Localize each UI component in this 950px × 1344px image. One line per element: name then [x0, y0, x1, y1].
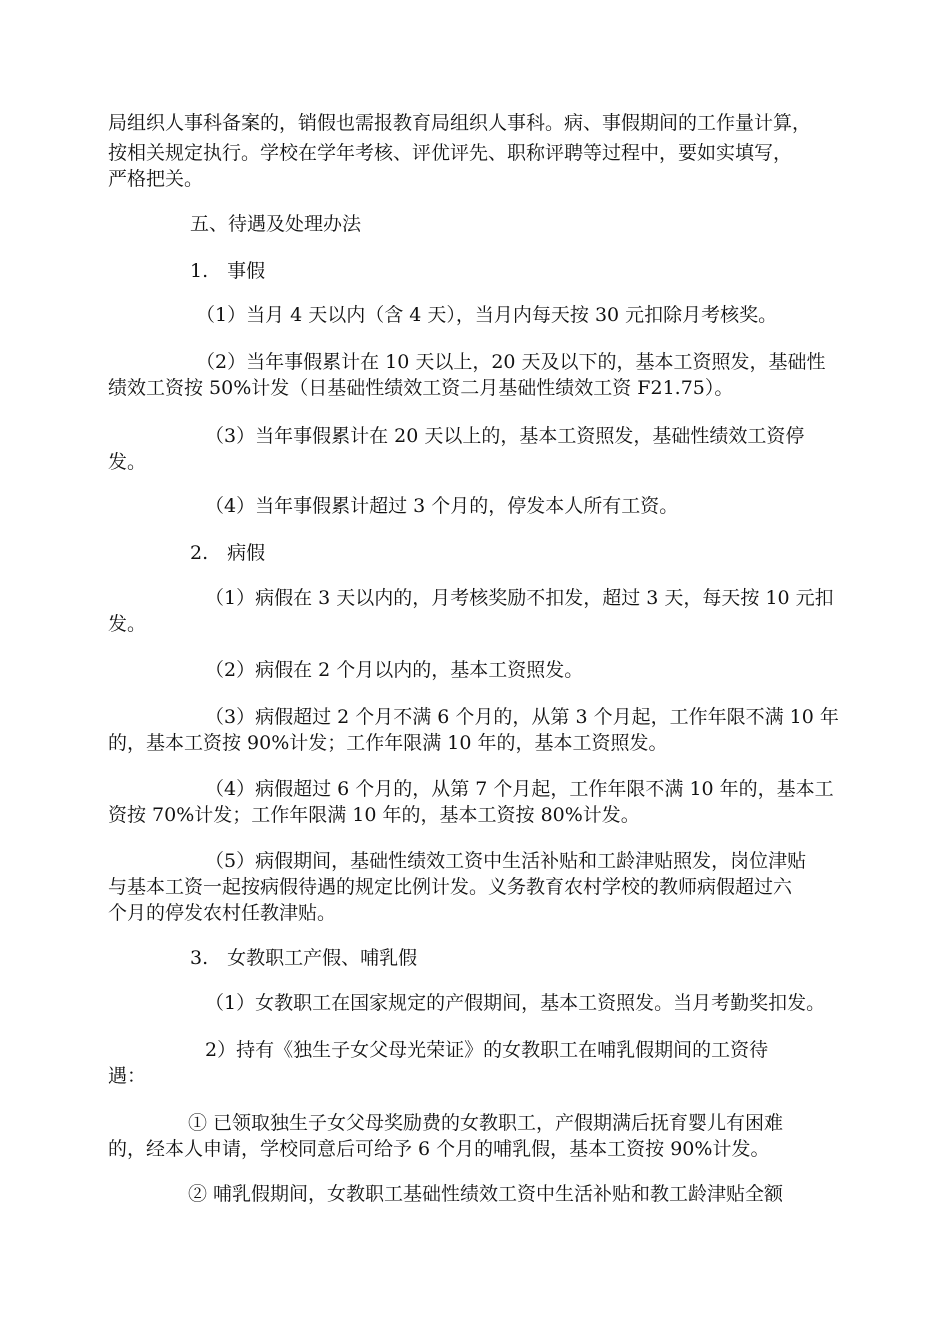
- paragraph-line: ② 哺乳假期间，女教职工基础性绩效工资中生活补贴和教工龄津贴全额: [188, 1183, 784, 1205]
- paragraph-line: （3）当年事假累计在 20 天以上的，基本工资照发，基础性绩效工资停: [205, 425, 805, 447]
- paragraph-line: 2）持有《独生子女父母光荣证》的女教职工在哺乳假期间的工资待: [205, 1039, 769, 1061]
- paragraph-line: （1）当月 4 天以内（含 4 天），当月内每天按 30 元扣除月考核奖。: [196, 304, 778, 326]
- paragraph-line: 发。: [108, 613, 147, 635]
- paragraph-line: 严格把关。: [108, 168, 204, 190]
- paragraph-line: （2）病假在 2 个月以内的，基本工资照发。: [205, 659, 584, 681]
- paragraph-line: 绩效工资按 50%计发（日基础性绩效工资二月基础性绩效工资 F21.75）。: [108, 377, 734, 399]
- subsection-heading: 3. 女教职工产假、哺乳假: [190, 947, 418, 969]
- paragraph-line: （4）当年事假累计超过 3 个月的，停发本人所有工资。: [205, 495, 679, 517]
- paragraph-line: 个月的停发农村任教津贴。: [108, 902, 337, 924]
- paragraph-line: 局组织人事科备案的，销假也需报教育局组织人事科。病、事假期间的工作量计算，: [108, 112, 812, 134]
- subsection-heading: 1. 事假: [190, 260, 266, 282]
- paragraph-line: ① 已领取独生子女父母奖励费的女教职工，产假期满后抚育婴儿有困难: [188, 1112, 784, 1134]
- paragraph-line: （1）病假在 3 天以内的，月考核奖励不扣发，超过 3 天，每天按 10 元扣: [205, 587, 834, 609]
- paragraph-line: （1）女教职工在国家规定的产假期间，基本工资照发。当月考勤奖扣发。: [205, 992, 826, 1014]
- section-heading: 五、待遇及处理办法: [190, 213, 362, 235]
- paragraph-line: 的，经本人申请，学校同意后可给予 6 个月的哺乳假，基本工资按 90%计发。: [108, 1138, 770, 1160]
- paragraph-line: （3）病假超过 2 个月不满 6 个月的，从第 3 个月起，工作年限不满 10 年: [205, 706, 839, 728]
- paragraph-line: 遇：: [108, 1065, 147, 1087]
- paragraph-line: （2）当年事假累计在 10 天以上，20 天及以下的，基本工资照发，基础性: [196, 351, 826, 373]
- paragraph-line: 资按 70%计发；工作年限满 10 年的，基本工资按 80%计发。: [108, 804, 640, 826]
- paragraph-line: （5）病假期间，基础性绩效工资中生活补贴和工龄津贴照发，岗位津贴: [205, 850, 807, 872]
- paragraph-line: 的，基本工资按 90%计发；工作年限满 10 年的，基本工资照发。: [108, 732, 668, 754]
- paragraph-line: （4）病假超过 6 个月的，从第 7 个月起，工作年限不满 10 年的，基本工: [205, 778, 834, 800]
- paragraph-line: 按相关规定执行。学校在学年考核、评优评先、职称评聘等过程中，要如实填写，: [108, 142, 793, 164]
- paragraph-line: 发。: [108, 451, 147, 473]
- subsection-heading: 2. 病假: [190, 542, 266, 564]
- paragraph-line: 与基本工资一起按病假待遇的规定比例计发。义务教育农村学校的教师病假超过六: [108, 876, 793, 898]
